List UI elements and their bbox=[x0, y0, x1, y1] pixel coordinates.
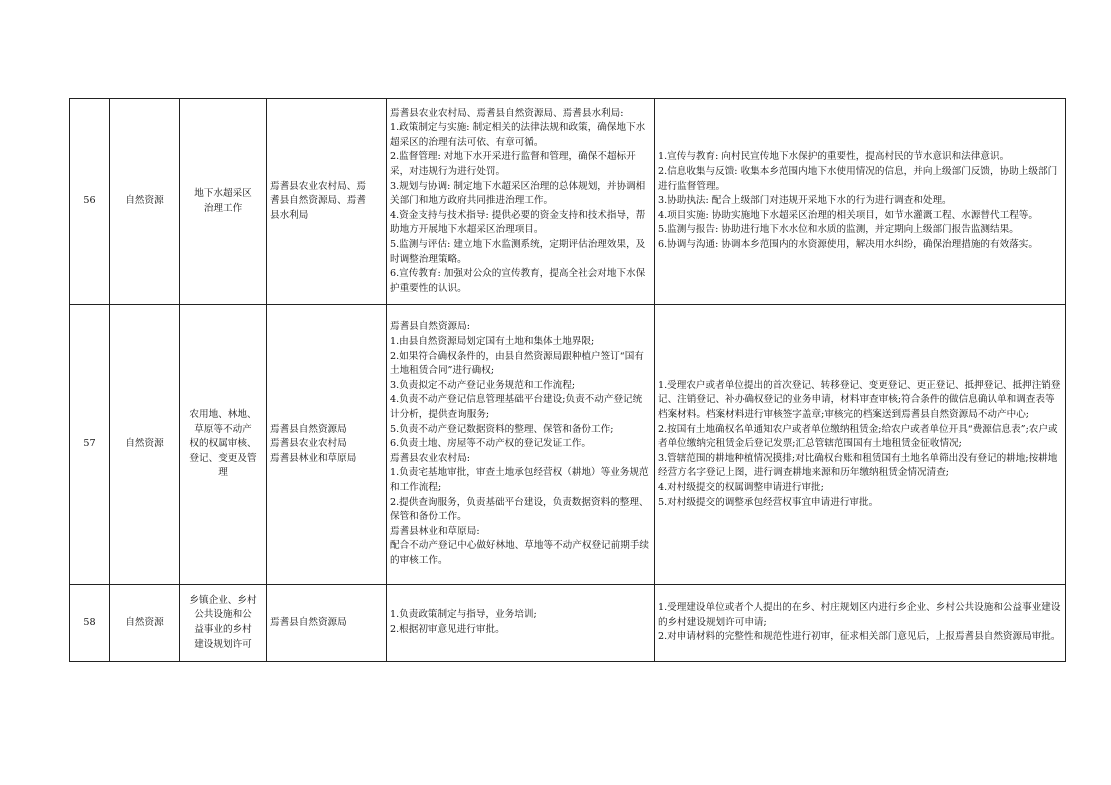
responsibility-line: 1.政策制定与实施: 制定相关的法律法规和政策，确保地下水超采区的治理有法可依、有章可循。 bbox=[390, 122, 646, 148]
responsibility-line: 焉耆县农业农村局、焉耆县自然资源局、焉耆县水利局: bbox=[390, 107, 624, 119]
item-line: 公共设施和公 bbox=[194, 609, 252, 621]
responsibility-line: 3.规划与协调: 制定地下水超采区治理的总体规划，并协调相关部门和地方政府共同推进治理工作。 bbox=[390, 180, 646, 207]
town-duty-line: 3.管辖范围的耕地种植情况摸排;对比确权台账和租赁国有土地名单筛出没有登记的耕地;按耕地经营方名字登记上图，进行调查耕地来源和历年缴纳租赁金情况清查; bbox=[658, 452, 1058, 479]
item-line: 建设规划许可 bbox=[194, 638, 252, 650]
item-cell bbox=[180, 99, 267, 305]
responsibility-line: 2.提供查询服务，负责基础平台建设，负责数据资料的整理、保管和备份工作。 bbox=[390, 496, 649, 523]
responsibility-line: 配合不动产登记中心做好林地、草地等不动产权登记前期手续的审核工作。 bbox=[390, 540, 650, 566]
department-line: 焉耆县自然资源局 bbox=[270, 423, 347, 435]
town-duty-line: 4.对村级提交的权属调整申请进行审批; bbox=[658, 481, 824, 493]
town-duty-line: 3.协助执法: 配合上级部门对违规开采地下水的行为进行调查和处理。 bbox=[658, 195, 952, 207]
department-line: 焉耆县自然资源局 bbox=[270, 616, 347, 628]
responsibility-line: 1.负责政策制定与指导，业务培训; bbox=[390, 609, 537, 621]
item-line: 治理工作 bbox=[203, 202, 243, 214]
department-line: 耆县自然资源局、焉耆 bbox=[270, 195, 366, 207]
town-duty-line: 2.对申请材料的完整性和规范性进行初审，征求相关部门意见后，上报焉耆县自然资源局审批。 bbox=[658, 631, 1061, 643]
table-body bbox=[70, 99, 1066, 662]
item-line: 理 bbox=[218, 467, 228, 479]
town-duty-cell bbox=[655, 585, 1066, 662]
row-number: 58 bbox=[70, 585, 110, 662]
responsibility-line: 焉耆县林业和草原局: bbox=[390, 525, 480, 537]
responsibility-line: 2.监督管理: 对地下水开采进行监督和管理，确保不超标开采，对违规行为进行处罚。 bbox=[390, 151, 636, 178]
department-line: 焉耆县林业和草原局 bbox=[270, 452, 357, 464]
category-cell: 自然资源 bbox=[110, 585, 180, 662]
town-duty-line: 5.监测与报告: 协助进行地下水水位和水质的监测，并定期向上级部门报告监测结果。 bbox=[658, 224, 1019, 236]
duty-table bbox=[69, 98, 1066, 662]
responsibility-line: 3.负责拟定不动产登记业务规范和工作流程; bbox=[390, 379, 576, 391]
responsibility-line: 1.负责宅基地审批，审查土地承包经营权（耕地）等业务规范和工作流程; bbox=[390, 467, 649, 493]
town-duty-line: 1.受理建设单位或者个人提出的在乡、村庄规划区内进行乡企业、乡村公共设施和公益事业建设的乡村建设规划许可申请; bbox=[658, 602, 1061, 628]
item-line: 地下水超采区 bbox=[194, 187, 252, 199]
responsibility-cell bbox=[387, 305, 655, 585]
item-line: 乡镇企业、乡村 bbox=[189, 594, 257, 606]
town-duty-line: 1.受理农户或者单位提出的首次登记、转移登记、变更登记、更正登记、抵押登记、抵押注销登记、注销登记、补办确权登记的业务申请，材料审查审核;符合条件的做信息确认单和调查表等档案材料。档案材料进行审核签字盖章;审核完的档案送到焉耆县自然资源局不动产中心; bbox=[658, 379, 1061, 421]
responsibility-line: 5.负责不动产登记数据资料的整理、保管和备份工作; bbox=[390, 423, 614, 435]
responsibility-line: 6.宣传教育: 加强对公众的宣传教育，提高全社会对地下水保护重要性的认识。 bbox=[390, 268, 646, 294]
item-cell bbox=[180, 585, 267, 662]
row-number: 57 bbox=[70, 305, 110, 585]
responsibility-line: 6.负责土地、房屋等不动产权的登记发证工作。 bbox=[390, 438, 592, 450]
town-duty-line: 4.项目实施: 协助实施地下水超采区治理的相关项目，如节水灌溉工程、水源替代工程等。 bbox=[658, 209, 1038, 221]
item-line: 农用地、林地、 bbox=[189, 409, 257, 421]
responsibility-line: 1.由县自然资源局划定国有土地和集体土地界限; bbox=[390, 336, 595, 348]
department-cell bbox=[267, 305, 387, 585]
item-line: 权的权属审核、 bbox=[189, 438, 257, 450]
town-duty-line: 2.按国有土地确权名单通知农户或者单位缴纳租赁金;给农户或者单位开具“费源信息表”;农户或者单位缴纳完租赁金后登记发票;汇总管辖范围国有土地租赁金征收情况; bbox=[658, 423, 1058, 450]
department-cell bbox=[267, 585, 387, 662]
responsibility-line: 2.根据初审意见进行审批。 bbox=[390, 624, 505, 635]
responsibility-line: 4.资金支持与技术指导: 提供必要的资金支持和技术指导，帮助地方开展地下水超采区治理项目。 bbox=[390, 209, 646, 236]
responsibility-line: 5.监测与评估: 建立地下水监测系统，定期评估治理效果，及时调整治理策略。 bbox=[390, 238, 646, 265]
department-line: 焉耆县农业农村局、焉 bbox=[270, 180, 366, 192]
responsibility-cell bbox=[387, 585, 655, 662]
responsibility-line: 焉耆县农业农村局: bbox=[390, 452, 470, 464]
item-line: 登记、变更及管 bbox=[189, 452, 257, 464]
responsibility-line: 2.如果符合确权条件的，由县自然资源局跟种植户签订“国有土地租赁合同”进行确权; bbox=[390, 350, 644, 377]
item-line: 草原等不动产 bbox=[194, 423, 252, 435]
town-duty-cell bbox=[655, 305, 1066, 585]
table-row bbox=[70, 585, 1066, 662]
table-row bbox=[70, 99, 1066, 305]
town-duty-line: 1.宣传与教育: 向村民宣传地下水保护的重要性，提高村民的节水意识和法律意识。 bbox=[658, 151, 1010, 163]
table-row bbox=[70, 305, 1066, 585]
town-duty-cell bbox=[655, 99, 1066, 305]
department-cell bbox=[267, 99, 387, 305]
item-cell bbox=[180, 305, 267, 585]
item-line: 益事业的乡村 bbox=[194, 624, 252, 635]
row-number: 56 bbox=[70, 99, 110, 305]
category-cell: 自然资源 bbox=[110, 305, 180, 585]
town-duty-line: 2.信息收集与反馈: 收集本乡范围内地下水使用情况的信息，并向上级部门反馈，协助上级部门进行监督管理。 bbox=[658, 166, 1058, 192]
department-line: 焉耆县农业农村局 bbox=[270, 438, 347, 450]
responsibility-line: 4.负责不动产登记信息管理基础平台建设;负责不动产登记统计分析，提供查询服务; bbox=[390, 394, 643, 421]
town-duty-line: 5.对村级提交的调整承包经营权事宜申请进行审批。 bbox=[658, 496, 879, 508]
category-cell: 自然资源 bbox=[110, 99, 180, 305]
responsibility-cell bbox=[387, 99, 655, 305]
department-line: 县水利局 bbox=[270, 209, 309, 221]
responsibility-line: 焉耆县自然资源局: bbox=[390, 321, 470, 333]
town-duty-line: 6.协调与沟通: 协调本乡范围内的水资源使用，解决用水纠纷，确保治理措施的有效落实。 bbox=[658, 238, 1038, 250]
